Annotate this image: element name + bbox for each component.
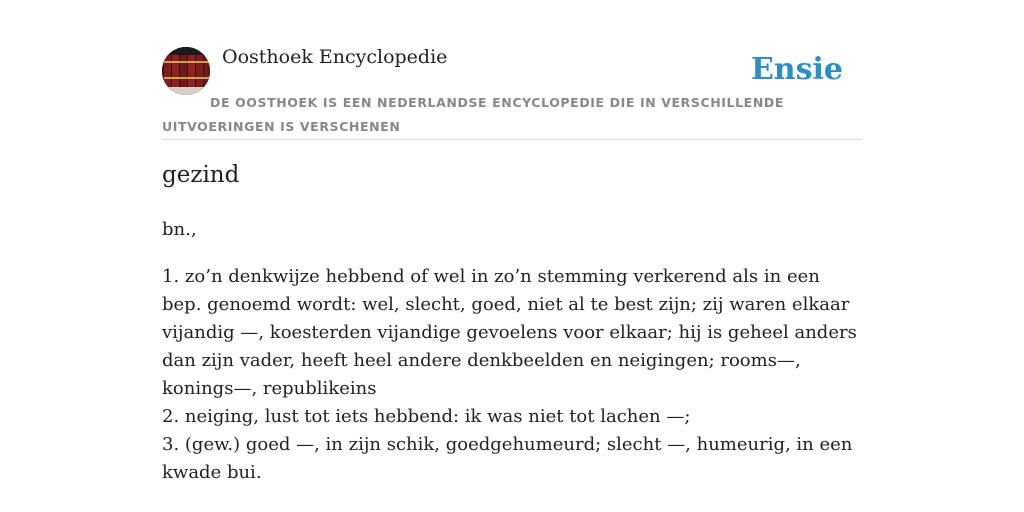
entry-definition bbox=[162, 263, 862, 487]
site-header bbox=[162, 0, 862, 140]
site-tagline: DE OOSTHOEK IS EEN NEDERLANDSE ENCYCLOPEDIE DIE IN VERSCHILLENDE UITVOERINGEN IS VERSCHENEN bbox=[162, 95, 784, 134]
part-of-speech: bn., bbox=[162, 219, 197, 240]
definition-item-2: 2. neiging, lust tot iets hebbend: ik was niet tot lachen —; bbox=[162, 406, 691, 427]
encyclopedia-books-icon[interactable] bbox=[162, 47, 210, 95]
site-name[interactable]: Oosthoek Encyclopedie bbox=[222, 46, 448, 68]
brand-logo[interactable]: Ensie bbox=[750, 52, 843, 87]
definition-item-3: 3. (gew.) goed —, in zijn schik, goedgehumeurd; slecht —, humeurig, in een kwade bui. bbox=[162, 434, 853, 483]
entry-title: gezind bbox=[162, 162, 240, 188]
page-container bbox=[162, 0, 862, 512]
definition-item-1: 1. zo’n denkwijze hebbend of wel in zo’n stemming verkerend als in een bep. genoemd wordt: wel, slecht, goed, niet al te best zijn; zij waren elkaar vijandig —, koesterden vijandige gevoelens voor elkaar; hij is geheel anders dan zijn vader, heeft heel andere denkbeelden en neigingen; rooms—, konings—, republikeins bbox=[162, 266, 857, 399]
